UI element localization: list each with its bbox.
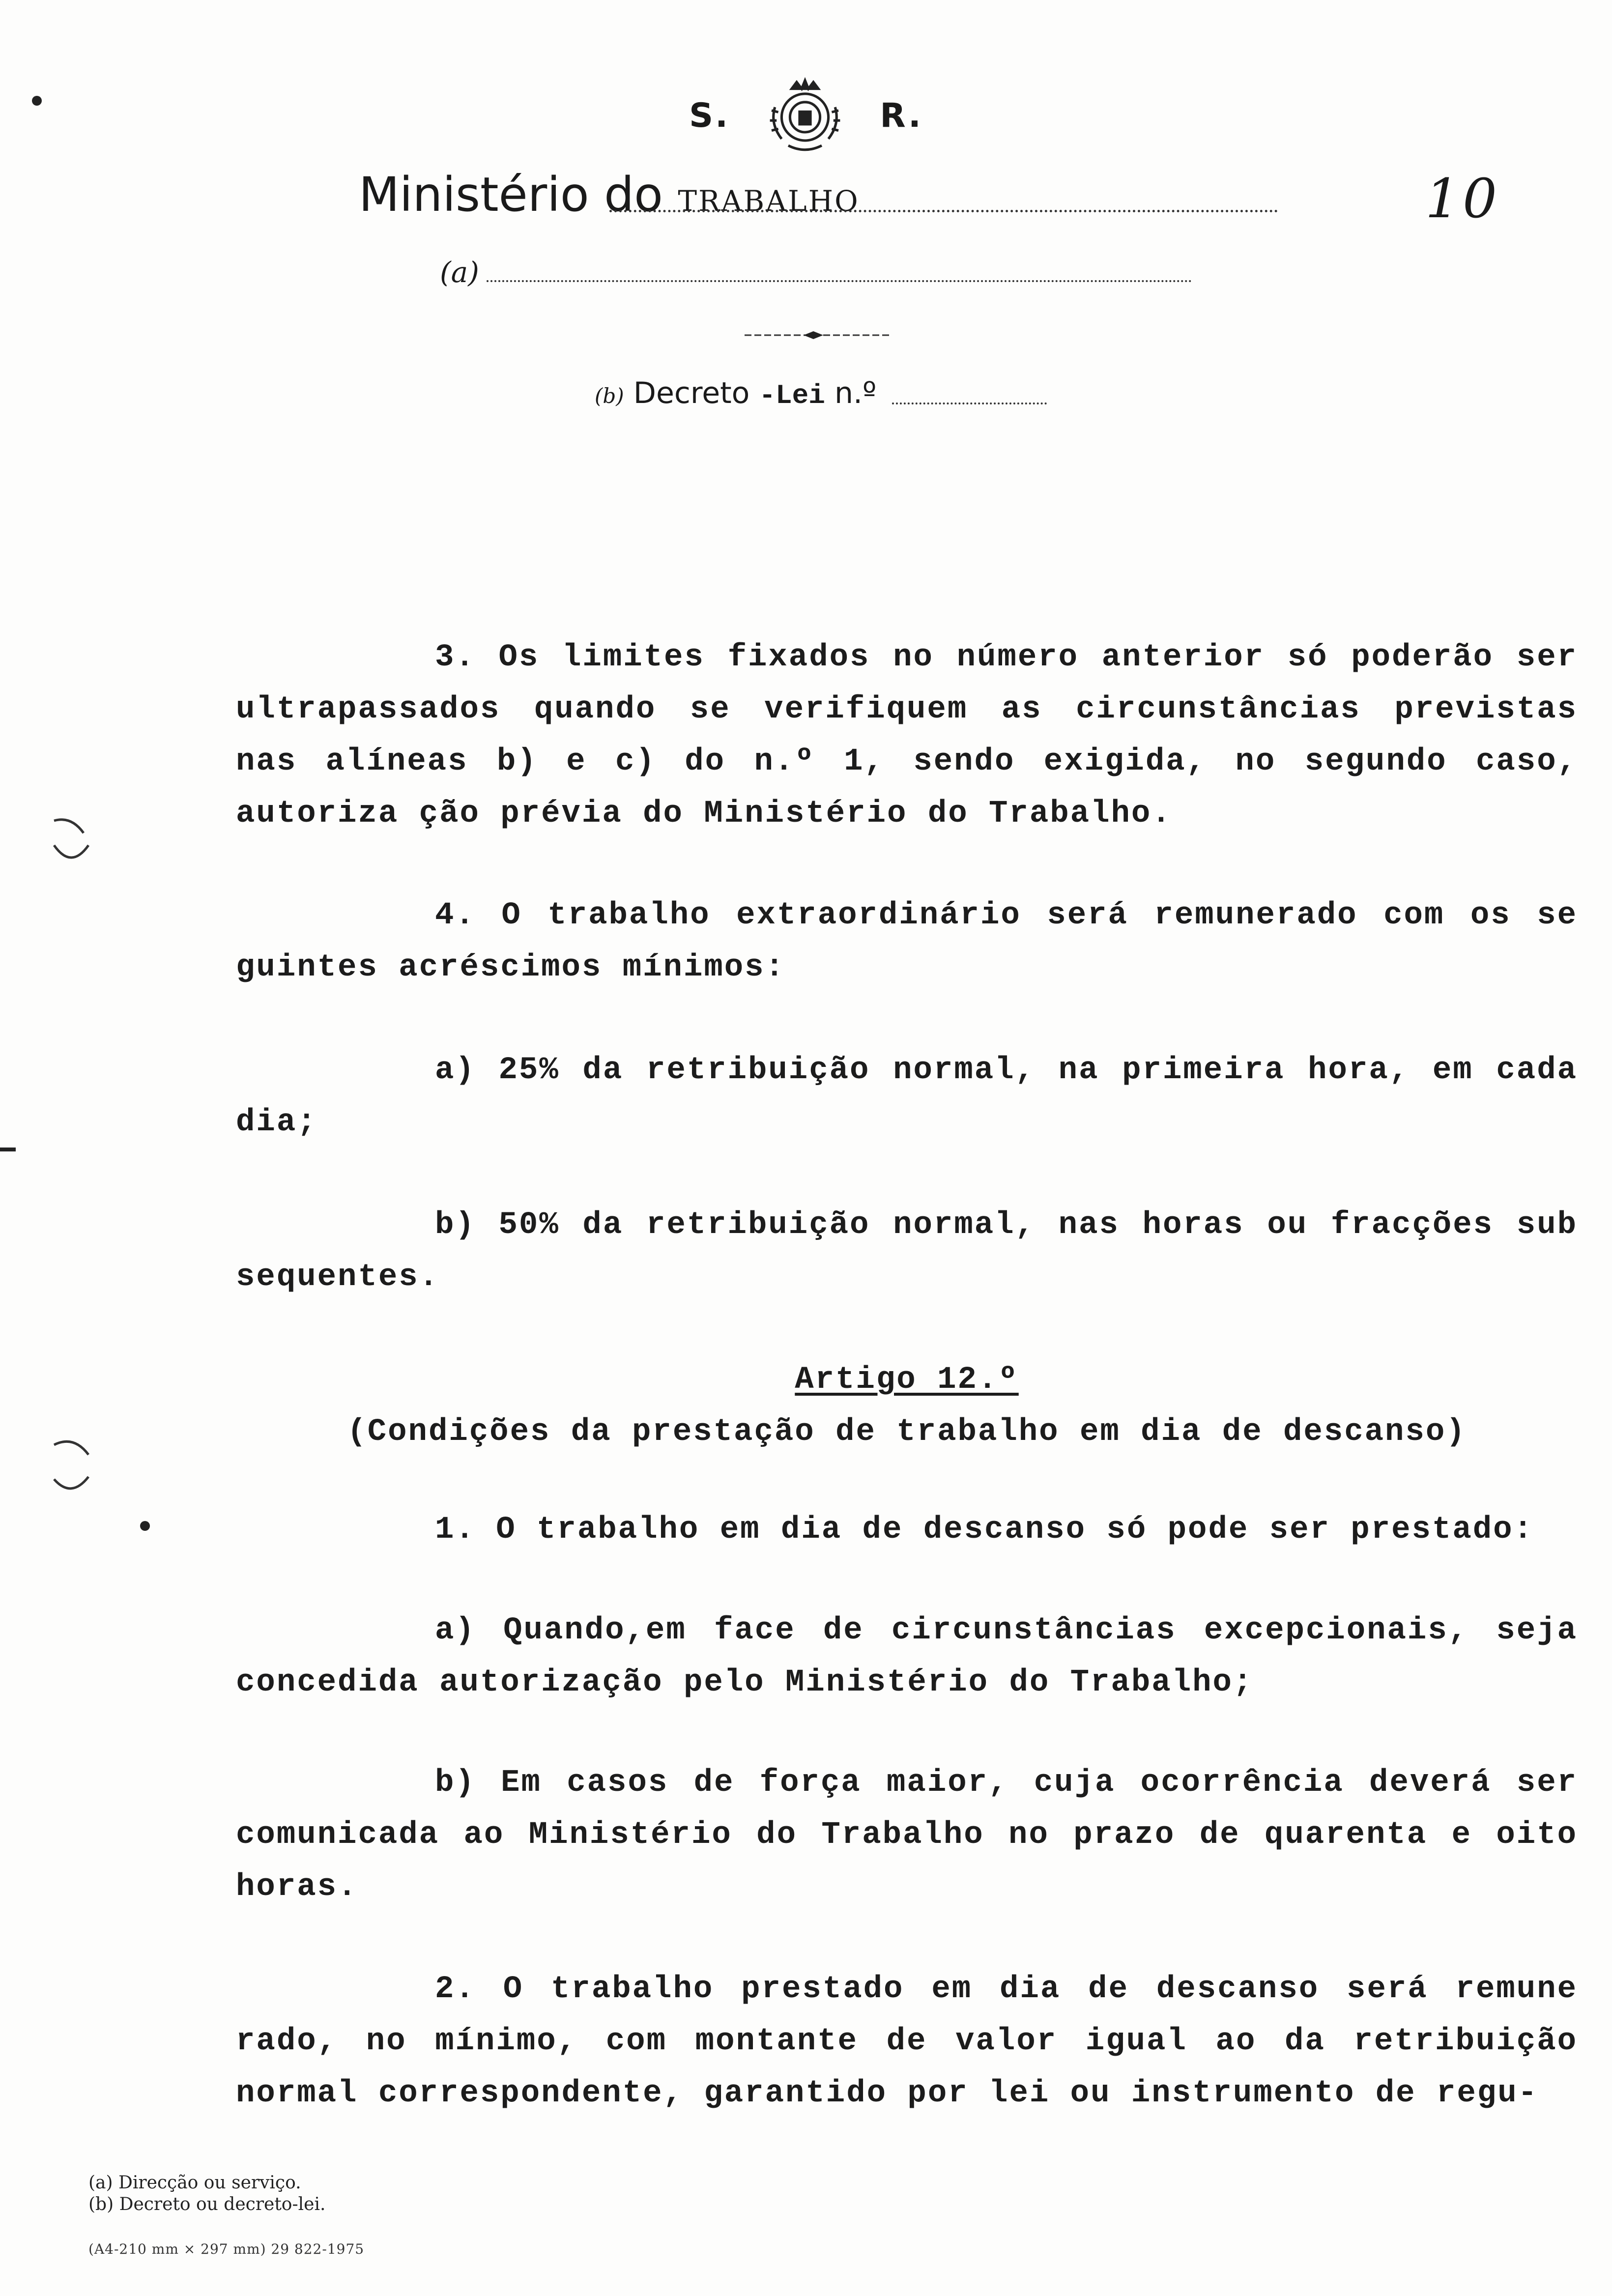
paragraph: 1. O trabalho em dia de descanso só pode ser prestado: bbox=[435, 1512, 1534, 1548]
article-subtitle: (Condições da prestação de trabalho em dia de descanso) bbox=[347, 1414, 1467, 1450]
paragraph: b) 50% da retribuição normal, nas horas ou fracções sub sequentes. bbox=[236, 1207, 1578, 1295]
body-item-a bbox=[236, 1044, 1578, 1148]
dotted-fill-line bbox=[609, 210, 1278, 212]
scan-speck-icon bbox=[138, 1519, 152, 1533]
article-item-b bbox=[236, 1757, 1578, 1913]
footnote-a: (a) Direcção ou serviço. bbox=[88, 2173, 301, 2193]
article-title: Artigo 12.º bbox=[795, 1362, 1019, 1398]
paragraph: 3. Os limites fixados no número anterior só poderão ser ultrapassados quando se verifiquem as circunstâncias previstas nas alíneas b) e c) do n.º 1, sendo exigida, no segundo caso, autoriza ção prévia do Ministério do Trabalho. bbox=[236, 640, 1578, 832]
decree-line bbox=[595, 376, 1047, 411]
punch-hole-shadow-icon bbox=[49, 811, 93, 875]
footnotes bbox=[88, 2172, 325, 2215]
ministry-line bbox=[359, 167, 1278, 222]
ornament-divider-icon bbox=[745, 330, 892, 340]
ministry-name: TRABALHO bbox=[678, 184, 860, 218]
body-paragraph-4 bbox=[236, 890, 1578, 994]
punch-hole-shadow-icon bbox=[49, 1430, 93, 1504]
decree-number-label: n.º bbox=[834, 376, 877, 410]
article-heading bbox=[236, 1354, 1578, 1458]
field-a-label: (a) bbox=[440, 256, 479, 289]
field-a-line bbox=[440, 256, 1192, 289]
scan-speck-icon bbox=[29, 93, 44, 108]
decree-typed-lei: -Lei bbox=[759, 380, 825, 411]
letterhead-sr bbox=[0, 74, 1612, 157]
portuguese-coat-of-arms-icon bbox=[763, 74, 847, 157]
paragraph: 2. O trabalho prestado em dia de descanso será remune rado, no mínimo, com montante de valor igual ao da retribuição normal correspondente, garantido por lei ou instrumento de regu- bbox=[236, 1972, 1578, 2111]
decree-b-label: (b) bbox=[595, 384, 624, 408]
dotted-fill-line bbox=[487, 280, 1192, 282]
article-item-a bbox=[236, 1605, 1578, 1709]
print-code: (A4-210 mm × 297 mm) 29 822-1975 bbox=[88, 2241, 365, 2257]
sr-right-letter: R. bbox=[880, 96, 923, 135]
footnote-b: (b) Decreto ou decreto-lei. bbox=[88, 2194, 326, 2214]
body-item-b bbox=[236, 1199, 1578, 1303]
paragraph: a) 25% da retribuição normal, na primeira hora, em cada dia; bbox=[236, 1053, 1578, 1140]
handwritten-page-number: 10 bbox=[1425, 167, 1500, 230]
body-paragraph-3 bbox=[236, 631, 1578, 840]
sr-left-letter: S. bbox=[689, 96, 730, 135]
article-paragraph-2 bbox=[236, 1963, 1578, 2120]
dotted-fill-line bbox=[892, 402, 1047, 404]
paragraph: b) Em casos de força maior, cuja ocorrência deverá ser comunicada ao Ministério do Trabalho no prazo de quarenta e oito horas. bbox=[236, 1765, 1578, 1905]
article-paragraph-1 bbox=[236, 1504, 1578, 1556]
paragraph: 4. O trabalho extraordinário será remunerado com os se guintes acréscimos mínimos: bbox=[236, 898, 1578, 985]
ministry-prefix: Ministério do bbox=[359, 167, 663, 222]
scan-speck-icon bbox=[0, 1145, 20, 1155]
paragraph: a) Quando,em face de circunstâncias excepcionais, seja concedida autorização pelo Ministério do Trabalho; bbox=[236, 1613, 1578, 1700]
decree-text: Decreto bbox=[633, 376, 750, 410]
